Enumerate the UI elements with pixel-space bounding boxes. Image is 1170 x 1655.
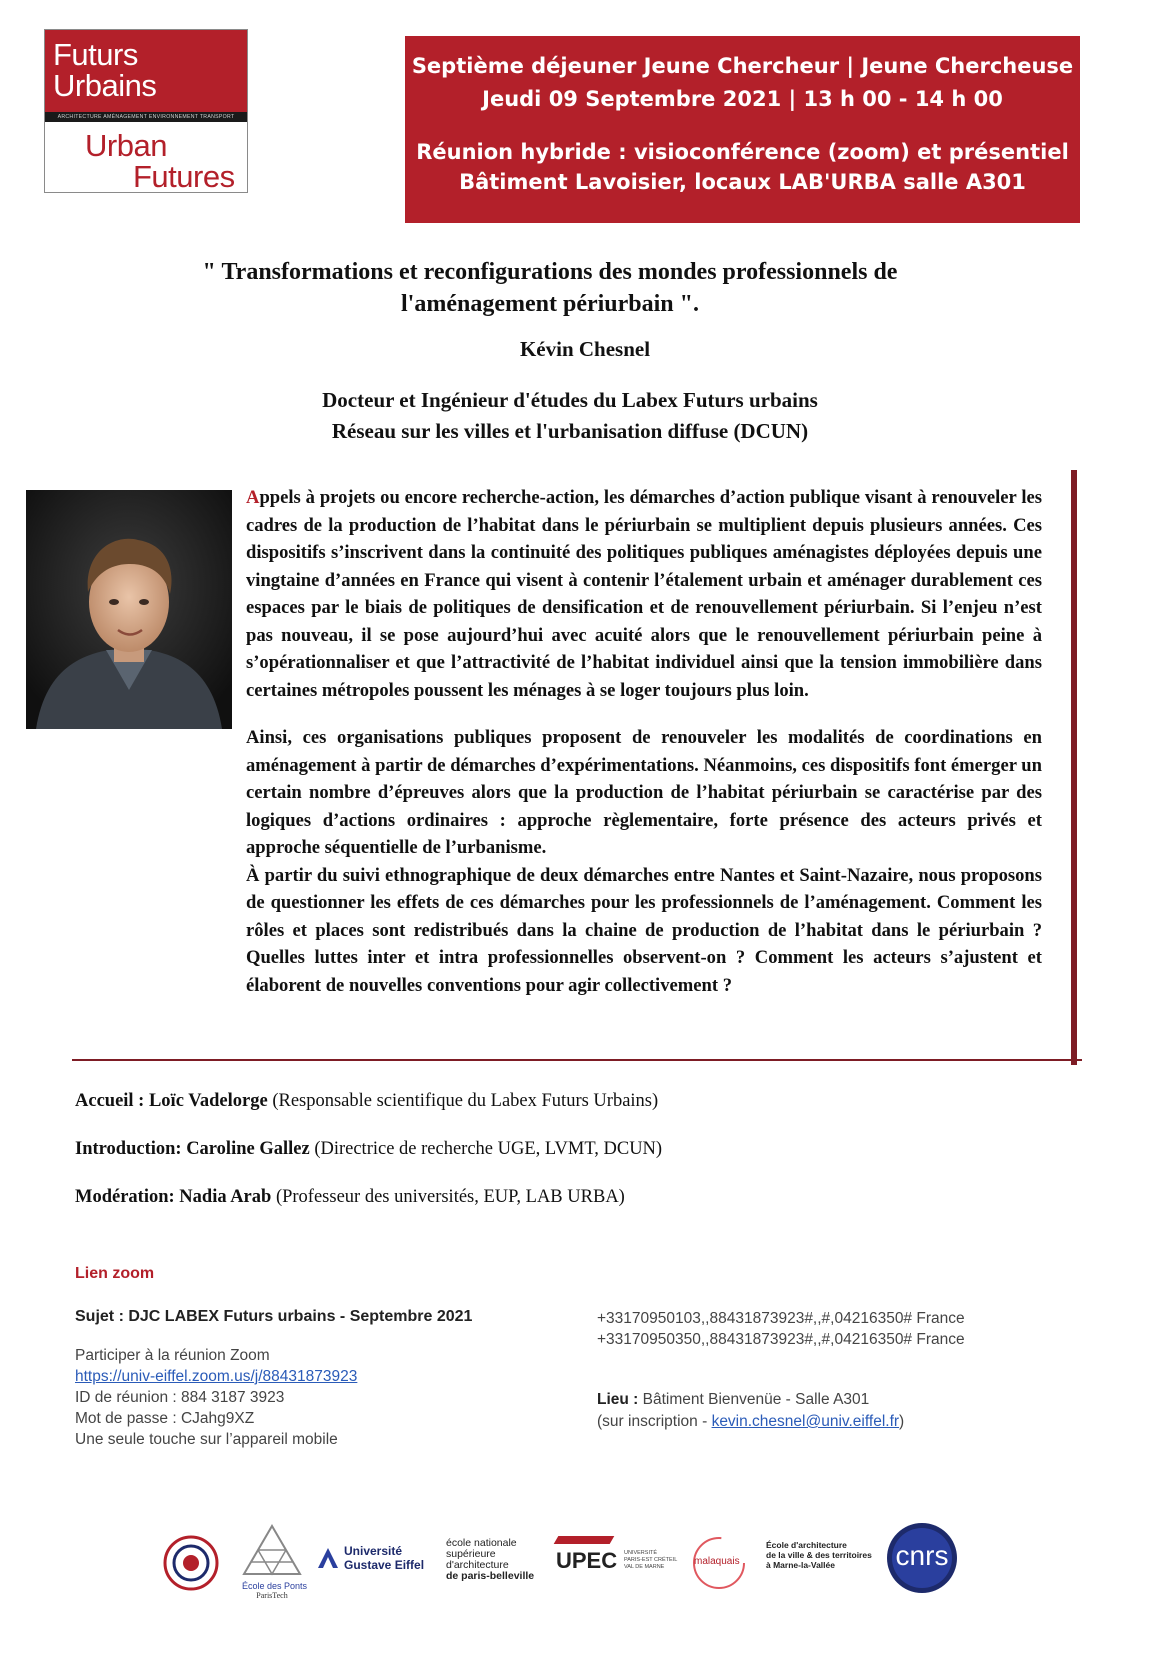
lieu [597, 1389, 904, 1433]
program-moderation [75, 1187, 625, 1208]
upec-sub-3: VAL DE MARNE [624, 1564, 665, 1570]
contact-email-link[interactable]: kevin.chesnel@univ.eiffel.fr [711, 1413, 900, 1430]
logo-word-urban: Urban [85, 128, 167, 163]
cnrs-logo [886, 1522, 958, 1599]
zoom-phone-2: +33170950350,,88431873923#,,#,04216350# France [597, 1331, 965, 1348]
moderation-role: (Professeur des universités, EUP, LAB URBA) [271, 1187, 625, 1207]
abstract-paragraph-3: À partir du suivi ethnographique de deux démarches entre Nantes et Saint-Nazaire, nous proposons de questionner les effets de ces démarches pour les professionnels de l’aménagement. Comment les rôles et places sont redistribués dans la chaine de production de l’habitat dans le périurbain ? Quelles luttes inter et intra professionnelles observent-on ? Comment les acteurs s’ajustent et élaborent de nouvelles conventions pour agir collectivement ? [246, 864, 1042, 996]
futurs-urbains-logo [44, 29, 248, 193]
zoom-subject: Sujet : DJC LABEX Futurs urbains - Septembre 2021 [75, 1308, 473, 1325]
abstract-paragraph-1 [246, 484, 1042, 704]
abstract-paragraph-1-text: ppels à projets ou encore recherche-action, les démarches d’action publique visant à renouveler les cadres de la production de l’habitat dans le périurbain se multiplient depuis plusieurs années. Ces dispositifs s’inscrivent dans la continuité des politiques publiques aménagistes déployées depuis une vingtaine d’années en France qui visent à contenir l’étalement urbain et aménager durablement ces espaces par le biais de politiques de densification et de renouvellement périurbain. Si l’enjeu n’est pas nouveau, il se pose aujourd’hui avec acuité alors que le renouvellement périurbain peine à s’opérationnaliser et que l’attractivité de l’habitat individuel ainsi que la tension immobilière dans certaines métropoles poussent les ménages à se loger toujours plus loin. [246, 487, 1042, 701]
upec-subtitle [624, 1550, 677, 1571]
talk-title-line1: " Transformations et reconfigurations des mondes professionnels de [202, 259, 898, 285]
logo-word-urbains: Urbains [53, 68, 157, 103]
event-banner [405, 36, 1080, 223]
upec-sub-2: PARIS-EST CRÉTEIL [624, 1557, 678, 1563]
affiliation-line2: Réseau sur les villes et l'urbanisation diffuse (DCUN) [331, 419, 809, 443]
talk-title-line2: l'aménagement périurbain ". [401, 291, 699, 317]
eavt-logo [766, 1540, 872, 1570]
intro-label: Introduction: Caroline Gallez [75, 1139, 310, 1159]
speaker-name: Kévin Chesnel [519, 337, 651, 361]
banner-event-date: Jeudi 09 Septembre 2021 | 13 h 00 - 14 h 00 [482, 87, 1003, 111]
accueil-role: (Responsable scientifique du Labex Futurs Urbains) [267, 1091, 659, 1111]
talk-title [120, 256, 980, 320]
logo-word-futures: Futures [133, 159, 235, 194]
banner-meeting-mode: Réunion hybride : visioconférence (zoom) et présentiel [416, 140, 1069, 164]
lieu-note-suffix: ) [899, 1413, 905, 1430]
uge-mark-icon [316, 1546, 340, 1570]
program-introduction [75, 1139, 662, 1160]
zoom-meeting-id: ID de réunion : 884 3187 3923 [75, 1389, 285, 1406]
eavt-line2: de la ville & des territoires [766, 1550, 872, 1560]
upec-bar [554, 1536, 615, 1544]
zoom-join-text: Participer à la réunion Zoom [75, 1347, 270, 1364]
zoom-phone-numbers [597, 1308, 965, 1350]
abstract [246, 484, 1042, 999]
abstract-dropcap: A [246, 487, 260, 508]
ensapb-line4: de paris-belleville [446, 1570, 535, 1582]
affiliation-line1: Docteur et Ingénieur d'études du Labex Futurs urbains [322, 388, 818, 412]
speaker-photo [26, 490, 232, 729]
zoom-link[interactable]: https://univ-eiffel.zoom.us/j/88431873923 [75, 1368, 358, 1385]
lieu-value: Bâtiment Bienvenüe - Salle A301 [638, 1391, 870, 1408]
eavt-line3: à Marne-la-Vallée [766, 1560, 835, 1570]
intro-role: (Directrice de recherche UGE, LVMT, DCUN) [309, 1139, 663, 1159]
uge-line2: Gustave Eiffel [344, 1558, 425, 1572]
zoom-mobile-text: Une seule touche sur l’appareil mobile [75, 1431, 338, 1448]
ensapb-line1: école nationale [446, 1537, 517, 1549]
zoom-phone-1: +33170950103,,88431873923#,,#,04216350# France [597, 1310, 965, 1327]
malaquais-name: malaquais [694, 1556, 740, 1567]
eavt-line1: École d'architecture [766, 1540, 847, 1550]
logo-red-block [45, 30, 247, 112]
cnrs-name: cnrs [895, 1540, 949, 1571]
ecole-des-ponts-logo [242, 1524, 308, 1600]
ponts-sub: ParisTech [256, 1591, 288, 1600]
ensapb-line2: supérieure [446, 1548, 496, 1560]
moderation-label: Modération: Nadia Arab [75, 1187, 272, 1207]
logo-word-futurs: Futurs [53, 37, 138, 72]
abstract-frame-bottom [72, 1059, 1082, 1061]
upec-sub-1: UNIVERSITÉ [624, 1550, 658, 1556]
banner-location: Bâtiment Lavoisier, locaux LAB'URBA salle A301 [459, 170, 1026, 194]
zoom-info [75, 1345, 357, 1450]
uge-line1: Université [344, 1544, 403, 1558]
zoom-heading: Lien zoom [75, 1265, 155, 1282]
accueil-label: Accueil : Loïc Vadelorge [75, 1091, 268, 1111]
program-accueil [75, 1091, 658, 1112]
malaquais-logo [690, 1534, 748, 1597]
ponts-name: École des Ponts [242, 1581, 308, 1591]
partner-logos [160, 1520, 960, 1620]
lieu-label: Lieu : [597, 1391, 639, 1408]
upec-name: UPEC [556, 1548, 618, 1573]
investir-avenir-logo [162, 1534, 220, 1597]
ensa-paris-belleville-logo [446, 1538, 534, 1582]
abstract-frame-right [1071, 470, 1077, 1065]
lieu-note-prefix: (sur inscription - [597, 1413, 712, 1430]
speaker-affiliation [200, 385, 940, 447]
ensapb-line3: d'architecture [446, 1559, 509, 1571]
logo-tagline-strip: ARCHITECTURE AMÉNAGEMENT ENVIRONNEMENT TRANSPORT [45, 112, 247, 122]
banner-event-title: Septième déjeuner Jeune Chercheur | Jeune Chercheuse [411, 54, 1074, 78]
zoom-password: Mot de passe : CJahg9XZ [75, 1410, 255, 1427]
abstract-paragraph-2: Ainsi, ces organisations publiques proposent de renouveler les modalités de coordinations en aménagement à partir de démarches d’expérimentations. Néanmoins, ces dispositifs font émerger un certain nombre d’épreuves alors que la production de l’habitat périurbain se caractérise par des logiques d’actions ordinaires : approche règlementaire, forte présence des acteurs privés et approche séquentielle de l’urbanisme. [246, 727, 1042, 858]
